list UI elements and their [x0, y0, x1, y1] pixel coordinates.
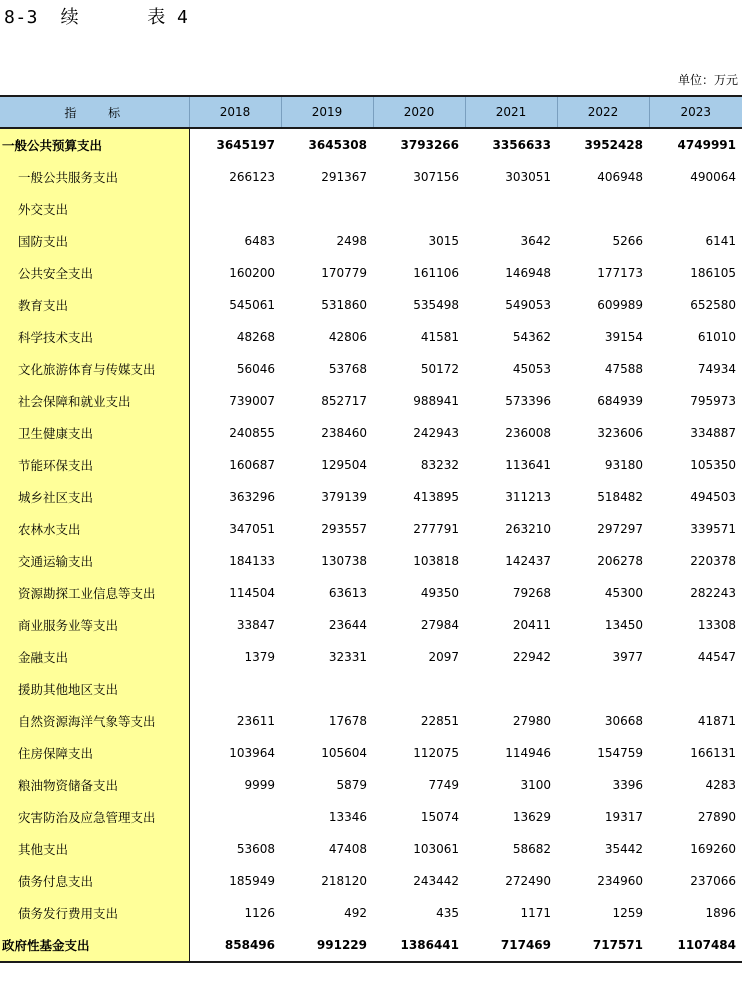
cell-value: 243442	[413, 874, 459, 888]
cell-value	[557, 193, 649, 225]
cell-value: 717469	[465, 929, 557, 962]
cell-value: 3015	[428, 234, 459, 248]
cell-value: 717571	[557, 929, 649, 962]
cell-value: 177173	[597, 266, 643, 280]
row-label: 一般公共预算支出	[0, 128, 189, 161]
cell-value: 379139	[321, 490, 367, 504]
cell-value: 242943	[413, 426, 459, 440]
column-header-year: 2018	[189, 96, 281, 128]
cell-value: 6483	[244, 234, 275, 248]
row-label: 公共安全支出	[0, 257, 189, 289]
unit-label: 单位：万元	[677, 73, 738, 87]
cell-value: 161106	[413, 266, 459, 280]
row-label: 金融支出	[0, 641, 189, 673]
cell-value: 858496	[189, 929, 281, 962]
column-header-year: 2022	[557, 96, 649, 128]
row-label: 卫生健康支出	[0, 417, 189, 449]
cell-value: 282243	[690, 586, 736, 600]
cell-value: 74934	[697, 362, 736, 376]
cell-value: 293557	[321, 522, 367, 536]
row-label: 农林水支出	[0, 513, 189, 545]
cell-value: 277791	[413, 522, 459, 536]
table-row	[0, 385, 742, 417]
row-label: 交通运输支出	[0, 545, 189, 577]
cell-value: 27890	[697, 810, 736, 824]
cell-value: 45053	[512, 362, 551, 376]
cell-value: 1259	[612, 906, 643, 920]
cell-value: 6141	[705, 234, 736, 248]
cell-value: 56046	[236, 362, 275, 376]
column-header-year: 2023	[649, 96, 742, 128]
cell-value: 263210	[505, 522, 551, 536]
cell-value: 186105	[690, 266, 736, 280]
row-label: 债务付息支出	[0, 865, 189, 897]
cell-value: 323606	[597, 426, 643, 440]
cell-value: 1386441	[373, 929, 465, 962]
cell-value: 291367	[321, 170, 367, 184]
cell-value: 3642	[520, 234, 551, 248]
row-label: 城乡社区支出	[0, 481, 189, 513]
cell-value: 17678	[328, 714, 367, 728]
row-label: 一般公共服务支出	[0, 161, 189, 193]
cell-value	[649, 673, 742, 705]
cell-value: 1896	[705, 906, 736, 920]
row-label: 教育支出	[0, 289, 189, 321]
cell-value: 535498	[413, 298, 459, 312]
row-label: 其他支出	[0, 833, 189, 865]
row-label: 国防支出	[0, 225, 189, 257]
table-row	[0, 737, 742, 769]
cell-value: 39154	[604, 330, 643, 344]
row-label: 节能环保支出	[0, 449, 189, 481]
cell-value: 142437	[505, 554, 551, 568]
table-row	[0, 321, 742, 353]
cell-value: 61010	[697, 330, 736, 344]
cell-value: 41581	[420, 330, 459, 344]
table-total-row	[0, 929, 742, 962]
table-row	[0, 673, 742, 705]
cell-value: 83232	[420, 458, 459, 472]
cell-value: 1379	[244, 650, 275, 664]
cell-value: 103061	[413, 842, 459, 856]
cell-value: 1107484	[649, 929, 742, 962]
cell-value: 58682	[512, 842, 551, 856]
cell-value: 3645197	[216, 138, 275, 152]
cell-value: 652580	[690, 298, 736, 312]
table-row	[0, 577, 742, 609]
cell-value: 266123	[229, 170, 275, 184]
cell-value: 3396	[612, 778, 643, 792]
cell-value: 307156	[413, 170, 459, 184]
cell-value: 13308	[697, 618, 736, 632]
cell-value: 518482	[597, 490, 643, 504]
table-row	[0, 289, 742, 321]
row-label: 粮油物资储备支出	[0, 769, 189, 801]
cell-value: 218120	[321, 874, 367, 888]
cell-value: 303051	[505, 170, 551, 184]
cell-value: 7749	[428, 778, 459, 792]
cell-value: 112075	[413, 746, 459, 760]
table-row	[0, 705, 742, 737]
cell-value	[373, 193, 465, 225]
row-label: 自然资源海洋气象等支出	[0, 705, 189, 737]
row-label: 援助其他地区支出	[0, 673, 189, 705]
cell-value: 35442	[604, 842, 643, 856]
cell-value: 240855	[229, 426, 275, 440]
cell-value	[465, 673, 557, 705]
table-row	[0, 257, 742, 289]
cell-value: 15074	[420, 810, 459, 824]
cell-value: 50172	[420, 362, 459, 376]
row-label: 外交支出	[0, 193, 189, 225]
cell-value: 42806	[328, 330, 367, 344]
cell-value: 93180	[604, 458, 643, 472]
cell-value: 27980	[512, 714, 551, 728]
cell-value: 1126	[244, 906, 275, 920]
cell-value: 334887	[690, 426, 736, 440]
cell-value: 114504	[229, 586, 275, 600]
cell-value	[281, 673, 373, 705]
cell-value: 549053	[505, 298, 551, 312]
cell-value: 991229	[281, 929, 373, 962]
table-row	[0, 641, 742, 673]
cell-value: 19317	[604, 810, 643, 824]
column-header-year: 2019	[281, 96, 373, 128]
cell-value: 53768	[328, 362, 367, 376]
cell-value: 105604	[321, 746, 367, 760]
cell-value: 2097	[428, 650, 459, 664]
cell-value: 54362	[512, 330, 551, 344]
cell-value: 103964	[229, 746, 275, 760]
table-row	[0, 801, 742, 833]
cell-value: 103818	[413, 554, 459, 568]
cell-value: 4283	[705, 778, 736, 792]
page-title: 8-3 续 表 4	[4, 7, 189, 28]
table-body	[0, 128, 742, 962]
cell-value: 220378	[690, 554, 736, 568]
cell-value	[189, 673, 281, 705]
cell-value: 5879	[336, 778, 367, 792]
cell-value: 3356633	[492, 138, 551, 152]
cell-value: 48268	[236, 330, 275, 344]
cell-value: 20411	[512, 618, 551, 632]
cell-value: 129504	[321, 458, 367, 472]
cell-value: 852717	[321, 394, 367, 408]
cell-value: 339571	[690, 522, 736, 536]
table-row	[0, 769, 742, 801]
cell-value: 347051	[229, 522, 275, 536]
table-row	[0, 193, 742, 225]
cell-value: 185949	[229, 874, 275, 888]
cell-value: 3645308	[308, 138, 367, 152]
cell-value: 79268	[512, 586, 551, 600]
cell-value: 609989	[597, 298, 643, 312]
cell-value: 3793266	[400, 138, 459, 152]
cell-value: 988941	[413, 394, 459, 408]
cell-value: 184133	[229, 554, 275, 568]
cell-value: 45300	[604, 586, 643, 600]
cell-value: 237066	[690, 874, 736, 888]
row-label: 资源勘探工业信息等支出	[0, 577, 189, 609]
cell-value: 4749991	[677, 138, 736, 152]
table-row	[0, 865, 742, 897]
row-label: 科学技术支出	[0, 321, 189, 353]
expenditure-table-container	[0, 95, 742, 963]
cell-value: 30668	[604, 714, 643, 728]
cell-value: 206278	[597, 554, 643, 568]
cell-value: 238460	[321, 426, 367, 440]
cell-value: 5266	[612, 234, 643, 248]
table-row	[0, 353, 742, 385]
cell-value: 166131	[690, 746, 736, 760]
cell-value: 22942	[512, 650, 551, 664]
cell-value: 406948	[597, 170, 643, 184]
cell-value: 160687	[229, 458, 275, 472]
cell-value: 130738	[321, 554, 367, 568]
cell-value: 490064	[690, 170, 736, 184]
table-row	[0, 897, 742, 929]
cell-value	[557, 673, 649, 705]
cell-value	[189, 801, 281, 833]
cell-value: 311213	[505, 490, 551, 504]
cell-value: 47408	[328, 842, 367, 856]
cell-value: 23611	[236, 714, 275, 728]
cell-value	[189, 193, 281, 225]
cell-value: 41871	[697, 714, 736, 728]
cell-value: 13346	[328, 810, 367, 824]
cell-value: 435	[436, 906, 459, 920]
cell-value: 3100	[520, 778, 551, 792]
table-row	[0, 545, 742, 577]
cell-value: 573396	[505, 394, 551, 408]
cell-value: 32331	[328, 650, 367, 664]
row-label: 商业服务业等支出	[0, 609, 189, 641]
row-label: 政府性基金支出	[0, 929, 189, 962]
cell-value: 3952428	[584, 138, 643, 152]
cell-value: 272490	[505, 874, 551, 888]
cell-value: 494503	[690, 490, 736, 504]
cell-value: 44547	[697, 650, 736, 664]
cell-value: 2498	[336, 234, 367, 248]
cell-value: 13629	[512, 810, 551, 824]
cell-value	[649, 193, 742, 225]
cell-value: 413895	[413, 490, 459, 504]
cell-value: 33847	[236, 618, 275, 632]
cell-value: 53608	[236, 842, 275, 856]
cell-value: 363296	[229, 490, 275, 504]
table-row	[0, 449, 742, 481]
cell-value: 234960	[597, 874, 643, 888]
cell-value: 63613	[328, 586, 367, 600]
cell-value: 545061	[229, 298, 275, 312]
cell-value: 27984	[420, 618, 459, 632]
cell-value: 49350	[420, 586, 459, 600]
table-row	[0, 161, 742, 193]
column-header-year: 2021	[465, 96, 557, 128]
table-row	[0, 833, 742, 865]
cell-value	[281, 193, 373, 225]
cell-value: 160200	[229, 266, 275, 280]
table-row	[0, 417, 742, 449]
table-header-row	[0, 96, 742, 128]
row-label: 文化旅游体育与传媒支出	[0, 353, 189, 385]
table-row	[0, 609, 742, 641]
column-header-year: 2020	[373, 96, 465, 128]
cell-value: 739007	[229, 394, 275, 408]
cell-value	[373, 673, 465, 705]
cell-value: 154759	[597, 746, 643, 760]
cell-value: 236008	[505, 426, 551, 440]
row-label: 住房保障支出	[0, 737, 189, 769]
cell-value: 795973	[690, 394, 736, 408]
cell-value: 169260	[690, 842, 736, 856]
table-total-row	[0, 128, 742, 161]
row-label: 社会保障和就业支出	[0, 385, 189, 417]
cell-value: 13450	[604, 618, 643, 632]
cell-value: 297297	[597, 522, 643, 536]
cell-value: 3977	[612, 650, 643, 664]
cell-value: 1171	[520, 906, 551, 920]
table-row	[0, 225, 742, 257]
cell-value: 492	[344, 906, 367, 920]
table-row	[0, 513, 742, 545]
cell-value: 684939	[597, 394, 643, 408]
cell-value: 105350	[690, 458, 736, 472]
cell-value: 113641	[505, 458, 551, 472]
row-label: 灾害防治及应急管理支出	[0, 801, 189, 833]
row-label: 债务发行费用支出	[0, 897, 189, 929]
cell-value: 114946	[505, 746, 551, 760]
cell-value: 23644	[328, 618, 367, 632]
table-row	[0, 481, 742, 513]
expenditure-table	[0, 95, 742, 963]
cell-value: 170779	[321, 266, 367, 280]
cell-value: 47588	[604, 362, 643, 376]
cell-value	[465, 193, 557, 225]
cell-value: 22851	[420, 714, 459, 728]
cell-value: 9999	[244, 778, 275, 792]
cell-value: 531860	[321, 298, 367, 312]
cell-value: 146948	[505, 266, 551, 280]
column-header-indicator: 指 标	[0, 96, 189, 128]
